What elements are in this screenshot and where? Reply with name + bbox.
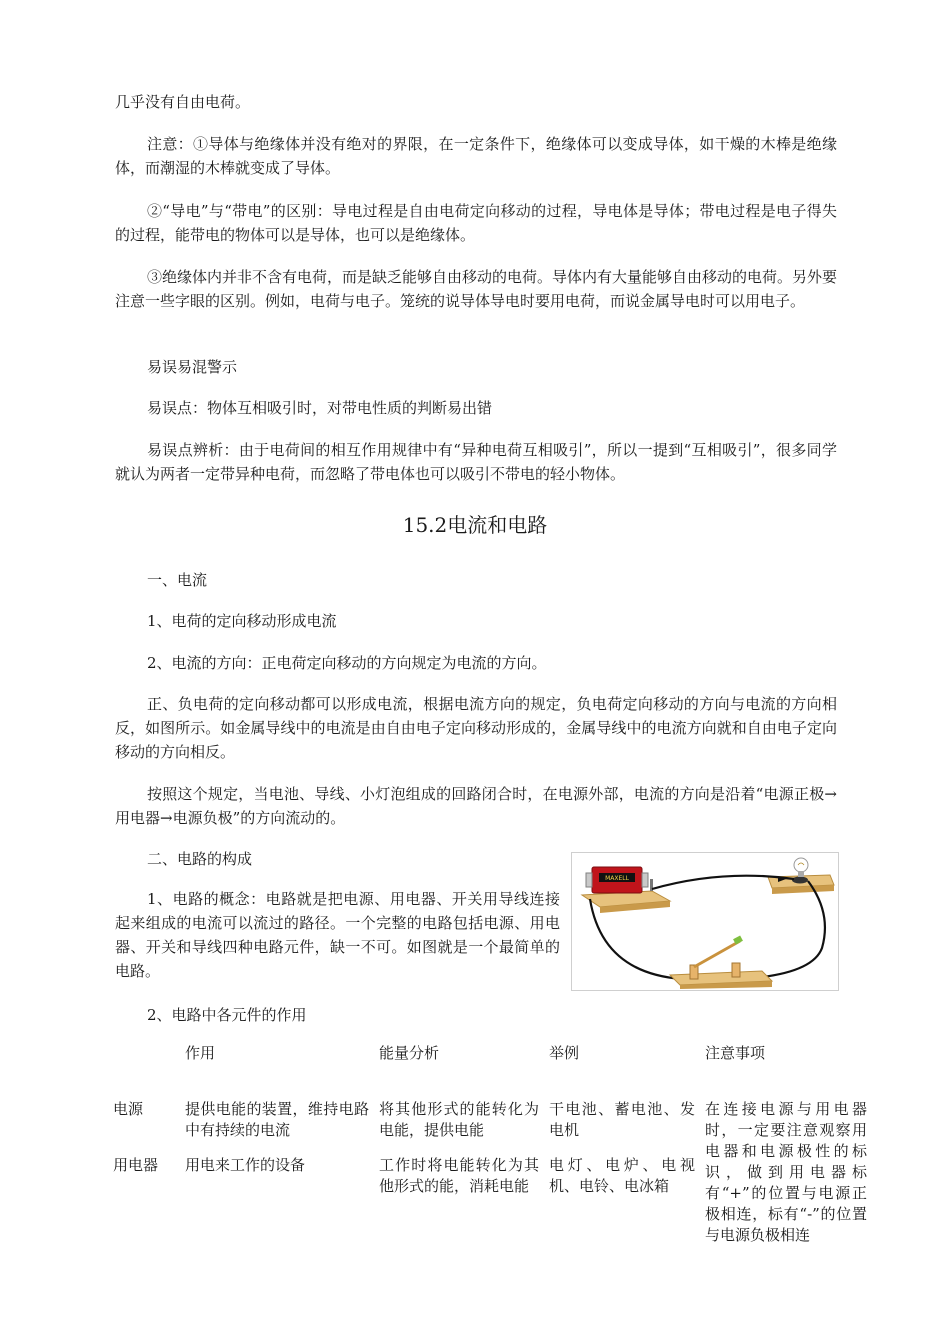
table-cell-note: 在连接电源与用电器时，一定要注意观察用电器和电源极性的标识，做到用电器标有“+”的位置与电源正极相连，标有“-”的位置与电源负极相连 [705,1100,867,1244]
paragraph-warning-title: 易误易混警示 [147,358,238,376]
table-cell-example: 电灯、电炉、电视机、电铃、电冰箱 [549,1156,695,1195]
table-cell-name: 用电器 [113,1156,159,1174]
table-header-cell [113,1043,185,1099]
current-paragraph-2: 按照这个规定，当电池、导线、小灯泡组成的回路闭合时，在电源外部，电流的方向是沿着“电源正极→用电器→电源负极”的方向流动的。 [115,785,837,827]
paragraph-note-1: 注意：①导体与绝缘体并没有绝对的界限，在一定条件下，绝缘体可以变成导体，如干燥的木棒是绝缘体，而潮湿的木棒就变成了导体。 [115,135,837,177]
battery-label: MAXELL [605,875,629,882]
circuit-figure [571,852,839,991]
current-item-2: 2、电流的方向：正电荷定向移动的方向规定为电流的方向。 [147,654,547,672]
heading-current: 一、电流 [147,571,208,589]
paragraph-note-2: ②“导电”与“带电”的区别：导电过程是自由电荷定向移动的过程，导电体是导体；带电过程是电子得失的过程，能带电的物体可以是导体，也可以是绝缘体。 [115,202,837,244]
circuit-illustration [572,853,838,990]
components-table [113,1043,867,1246]
bulb-icon [794,858,808,872]
table-cell-energy: 工作时将电能转化为其他形式的能，消耗电能 [379,1156,539,1195]
table-header-cell: 能量分析 [379,1044,440,1062]
paragraph-error-analysis: 易误点辨析：由于电荷间的相互作用规律中有“异种电荷互相吸引”，所以一提到“互相吸引”，很多同学就认为两者一定带异种电荷，而忽略了带电体也可以吸引不带电的轻小物体。 [115,441,837,483]
table-header-cell: 注意事项 [705,1044,766,1062]
table-cell-example: 干电池、蓄电池、发电机 [549,1100,695,1139]
table-cell-role: 用电来工作的设备 [185,1156,306,1174]
table-header-cell: 作用 [185,1044,216,1062]
paragraph-note-3: ③绝缘体内并非不含有电荷，而是缺乏能够自由移动的电荷。导体内有大量能够自由移动的电荷。另外要注意一些字眼的区别。例如，电荷与电子。笼统的说导体导电时要用电荷，而说金属导电时可以用电子。 [115,268,838,310]
table-row [113,1099,867,1155]
heading-circuit: 二、电路的构成 [147,850,253,868]
circuit-concept: 1、电路的概念：电路就是把电源、用电器、开关用导线连接起来组成的电流可以流过的路径。一个完整的电路包括电源、用电器、开关和导线四种电路元件，缺一不可。如图就是一个最简单的电路。 [115,890,560,980]
section-title: 15.2电流和电路 [402,513,548,537]
current-item-1: 1、电荷的定向移动形成电流 [147,612,337,630]
paragraph-free-charge: 几乎没有自由电荷。 [115,93,251,111]
table-cell-name: 电源 [113,1100,144,1118]
table-cell-role: 提供电能的装置，维持电路中有持续的电流 [185,1100,369,1139]
table-header-row [113,1043,867,1099]
table-cell-energy: 将其他形式的能转化为电能，提供电能 [379,1100,539,1139]
wire-right [740,881,825,979]
current-paragraph-1: 正、负电荷的定向移动都可以形成电流，根据电流方向的规定，负电荷定向移动的方向与电流的方向相反，如图所示。如金属导线中的电流是由自由电子定向移动形成的，金属导线中的电流方向就和自由电子定向移动的方向相反。 [115,695,837,761]
paragraph-error-point: 易误点：物体互相吸引时，对带电性质的判断易出错 [147,399,493,417]
heading-roles: 2、电路中各元件的作用 [147,1006,307,1024]
table-header-cell: 举例 [549,1044,580,1062]
